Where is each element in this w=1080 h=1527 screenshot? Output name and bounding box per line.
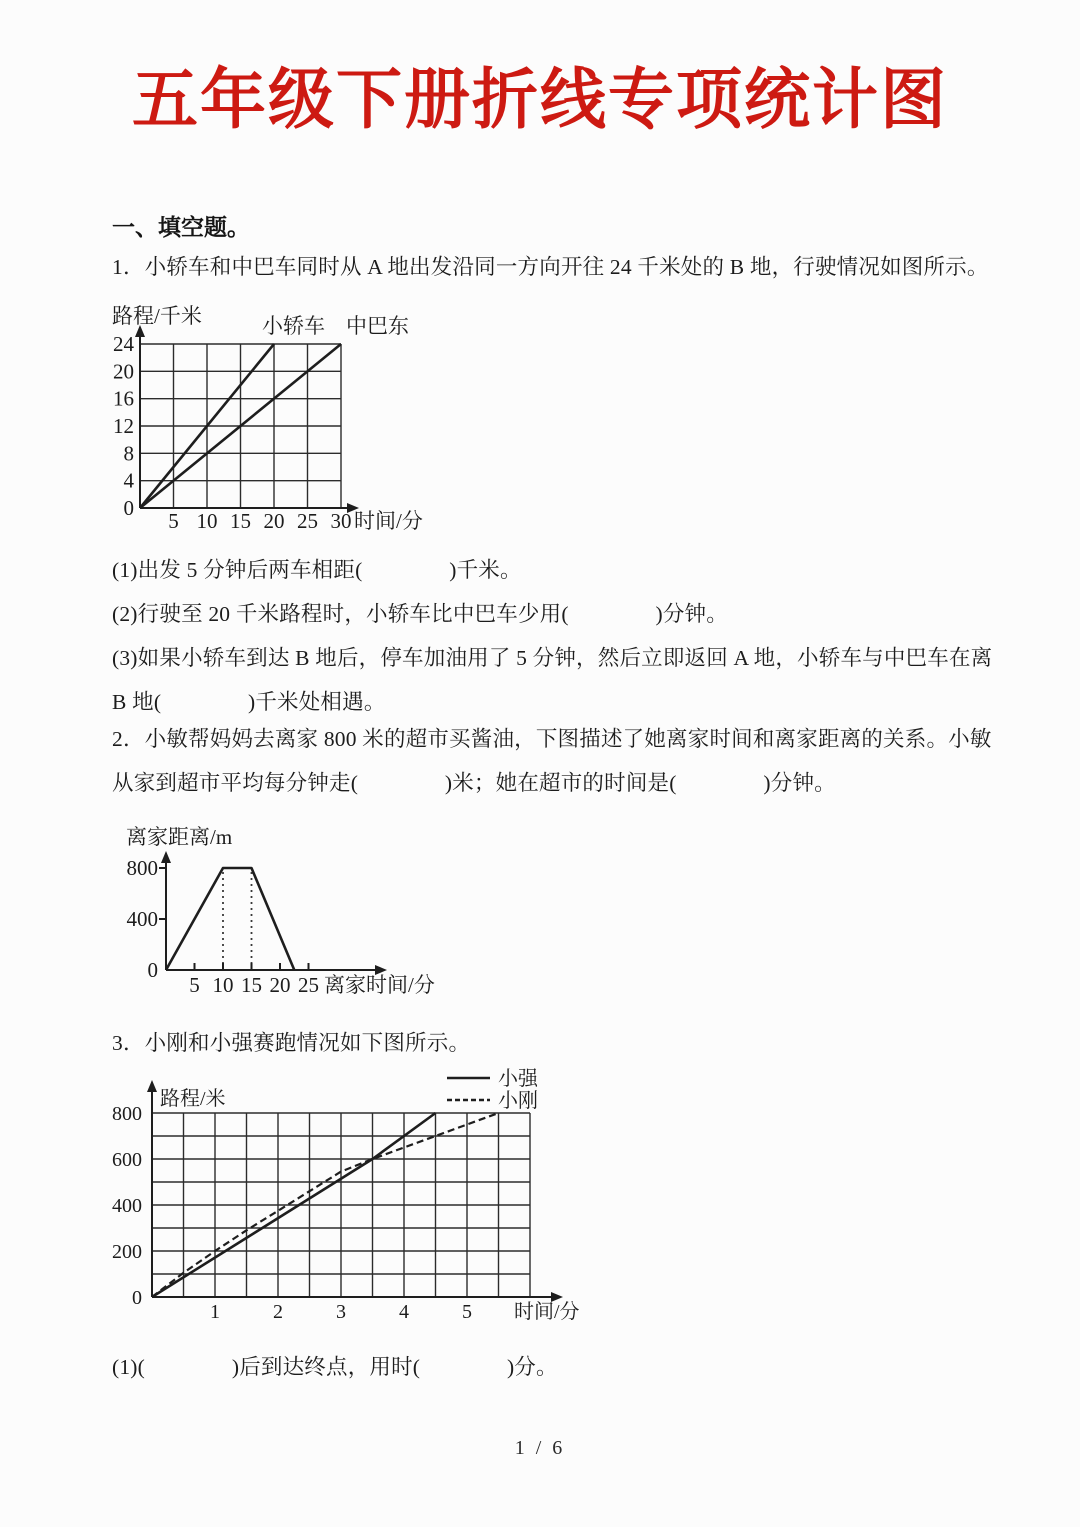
question-2-text-line-2: 从家到超市平均每分钟走( )米；她在超市的时间是( )分钟。 [112,771,836,795]
svg-text:25: 25 [298,973,319,997]
svg-text:15: 15 [241,973,262,997]
svg-text:20: 20 [113,359,134,384]
svg-text:路程/米: 路程/米 [160,1088,226,1110]
svg-text:10: 10 [196,509,218,533]
svg-text:24: 24 [113,332,134,357]
svg-text:800: 800 [126,856,158,880]
svg-text:1: 1 [210,1301,220,1323]
chart-supermarket-trip [98,818,508,1018]
svg-text:10: 10 [212,973,234,997]
question-1-sub-3-line-1: (3)如果小轿车到达 B 地后，停车加油用了 5 分钟，然后立即返回 A 地，小轿车与中巴车在离 [112,646,993,670]
svg-text:400: 400 [126,907,158,931]
svg-text:5: 5 [189,973,200,997]
svg-text:离家距离/m: 离家距离/m [126,825,233,849]
svg-text:12: 12 [113,414,134,439]
question-3-text: 3．小刚和小强赛跑情况如下图所示。 [112,1031,471,1055]
svg-text:4: 4 [123,468,134,493]
question-1-sub-1: (1)出发 5 分钟后两车相距( )千米。 [112,558,522,582]
svg-text:时间/分: 时间/分 [514,1301,580,1323]
svg-text:200: 200 [112,1241,142,1263]
svg-text:30: 30 [330,509,352,533]
chart-race-distance-time [96,1065,606,1336]
svg-text:4: 4 [399,1301,409,1323]
svg-text:2: 2 [273,1301,283,1323]
svg-text:800: 800 [112,1103,142,1125]
svg-text:小轿车 中巴东: 小轿车 中巴东 [262,314,409,338]
svg-text:小强: 小强 [498,1068,538,1090]
svg-text:0: 0 [123,496,134,520]
svg-text:时间/分: 时间/分 [354,509,423,533]
svg-text:3: 3 [336,1301,346,1323]
question-1-text: 1．小轿车和中巴车同时从 A 地出发沿同一方向开往 24 千米处的 B 地，行驶情况如图所示。 [112,255,989,279]
svg-text:400: 400 [112,1195,142,1217]
svg-text:路程/千米: 路程/千米 [112,304,202,328]
svg-text:600: 600 [112,1149,142,1171]
question-3-sub-1: (1)( )后到达终点，用时( )分。 [112,1355,558,1379]
svg-text:25: 25 [297,509,318,533]
svg-text:16: 16 [113,386,134,411]
svg-text:5: 5 [168,509,179,533]
svg-text:15: 15 [230,509,251,533]
chart-cars-distance-time [98,296,508,551]
svg-text:0: 0 [132,1287,142,1309]
question-1-sub-2: (2)行驶至 20 千米路程时，小轿车比中巴车少用( )分钟。 [112,602,728,626]
svg-text:离家时间/分: 离家时间/分 [324,973,435,997]
svg-text:5: 5 [462,1301,472,1323]
section-heading: 一、填空题。 [112,214,250,240]
svg-text:20: 20 [263,509,285,533]
svg-text:8: 8 [123,441,134,466]
page-title: 五年级下册折线专项统计图 [132,62,948,136]
page-number: 1 / 6 [514,1437,566,1459]
question-1-sub-3-line-2: B 地( )千米处相遇。 [112,690,386,714]
question-2-text-line-1: 2．小敏帮妈妈去离家 800 米的超市买酱油，下图描述了她离家时间和离家距离的关系。小敏 [112,727,992,751]
svg-text:0: 0 [147,958,158,982]
svg-text:小刚: 小刚 [498,1090,538,1112]
svg-text:20: 20 [269,973,291,997]
